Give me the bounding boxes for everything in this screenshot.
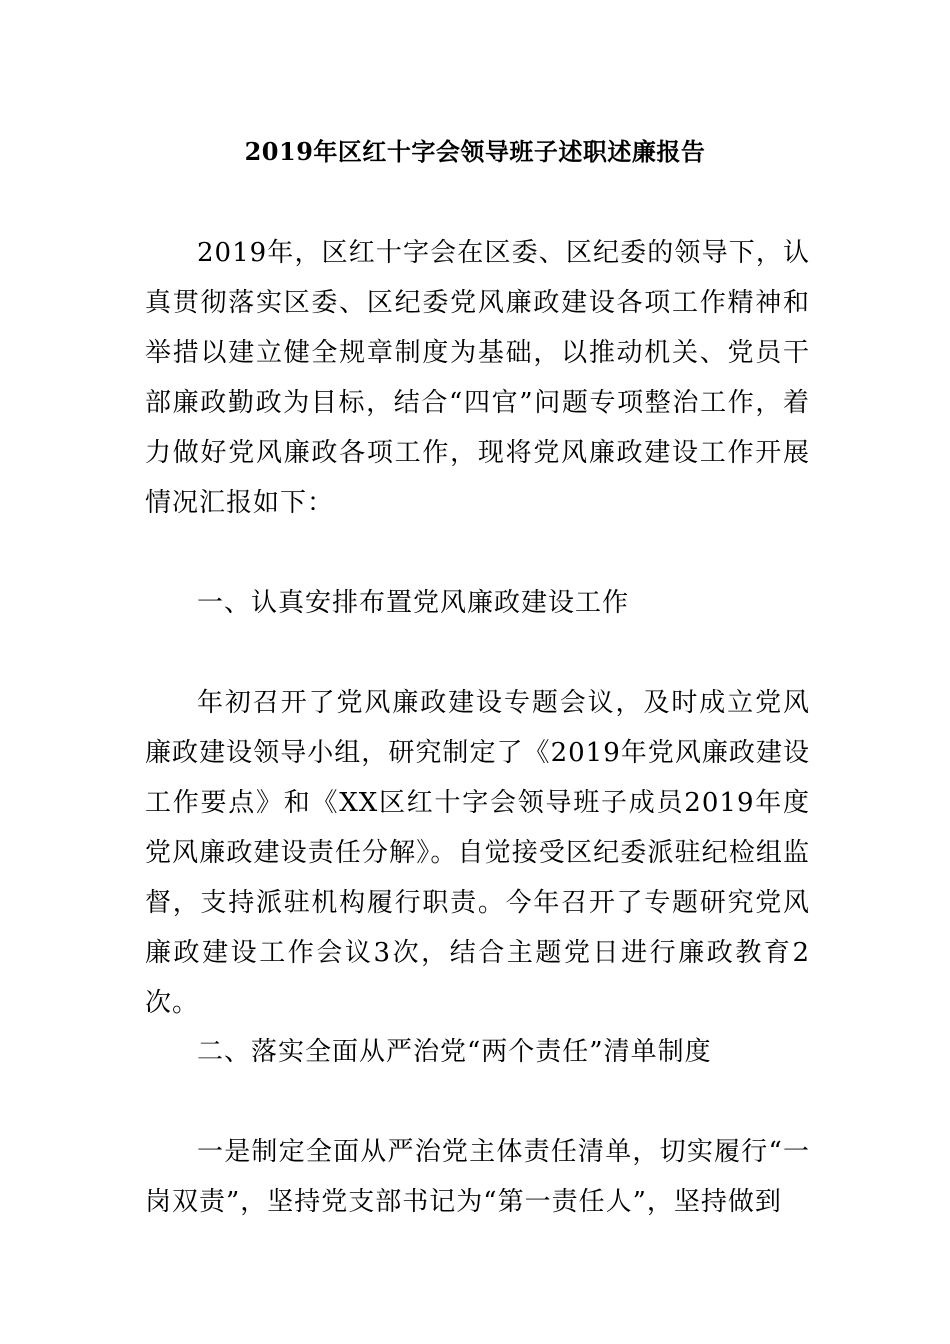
intro-paragraph: 2019年，区红十字会在区委、区纪委的领导下，认真贯彻落实区委、区纪委党风廉政建设各项工作精神和举措以建立健全规章制度为基础，以推动机关、党员干部廉政勤政为目标，结合“四官”问题专项整治工作，着力做好党风廉政各项工作，现将党风廉政建设工作开展情况汇报如下： — [145, 238, 810, 518]
section-2-paragraph: 一是制定全面从严治党主体责任清单，切实履行“一岗双责”，坚持党支部书记为“第一责任人”，坚持做到 — [145, 1137, 810, 1217]
section-2-heading: 二、落实全面从严治党“两个责任”清单制度 — [197, 1037, 712, 1067]
document-title: 2019年区红十字会领导班子述职述廉报告 — [244, 137, 706, 166]
section-1-heading: 一、认真安排布置党风廉政建设工作 — [197, 588, 630, 618]
section-1-paragraph: 年初召开了党风廉政建设专题会议，及时成立党风廉政建设领导小组，研究制定了《2019年党风廉政建设工作要点》和《XX区红十字会领导班子成员2019年度党风廉政建设责任分解》。自觉接受区纪委派驻纪检组监督，支持派驻机构履行职责。今年召开了专题研究党风廉政建设工作会议3次，结合主题党日进行廉政教育2次。 — [145, 688, 810, 1018]
